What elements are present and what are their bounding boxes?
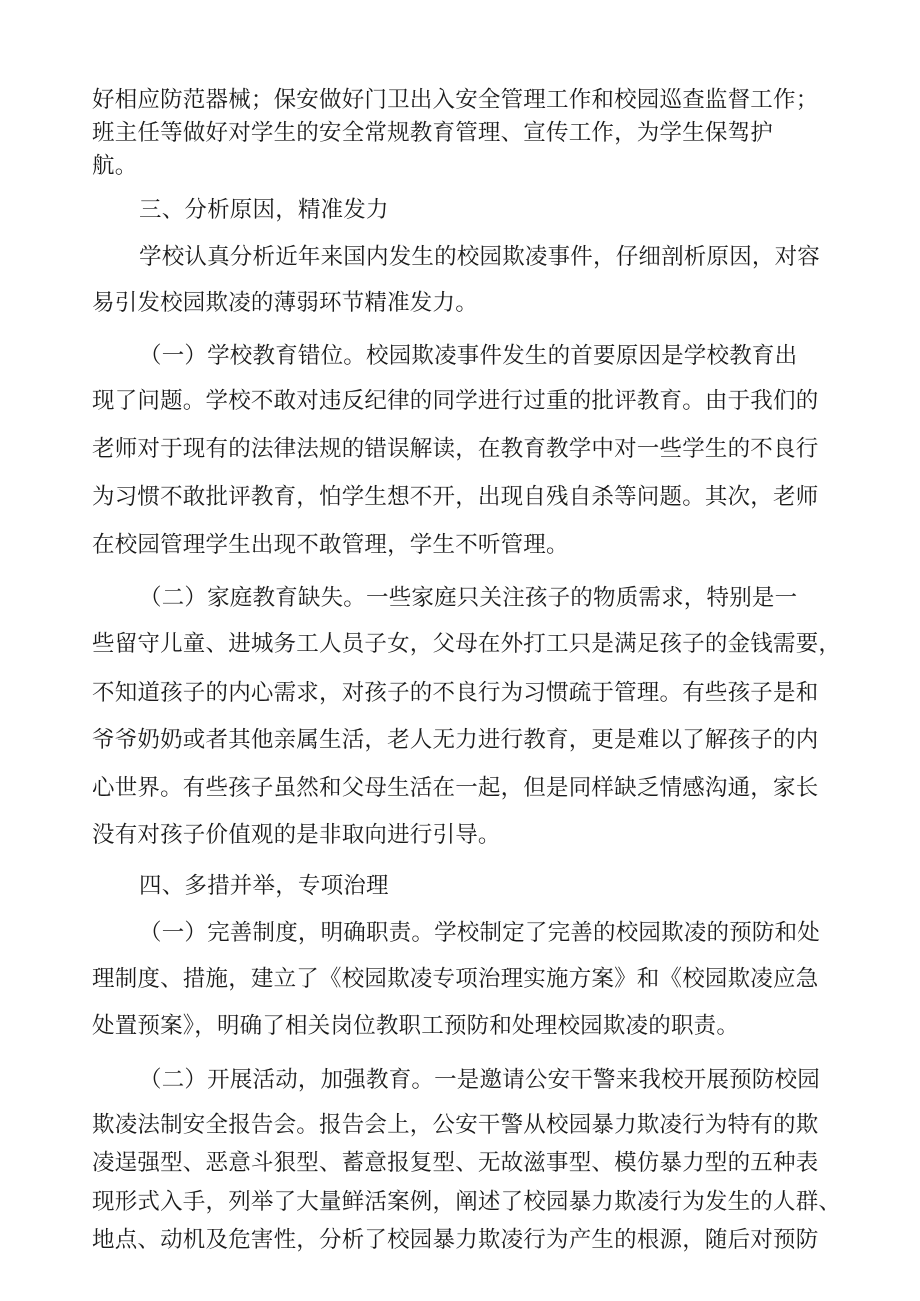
body-text-line: 好相应防范器械；保安做好门卫出入安全管理工作和校园巡查监督工作；	[92, 87, 819, 113]
body-text-line: （二）开展活动，加强教育。一是邀请公安干警来我校开展预防校园	[139, 1067, 821, 1093]
body-text-line: 理制度、措施，建立了《校园欺凌专项治理实施方案》和《校园欺凌应急	[92, 966, 819, 992]
body-text-line: 爷爷奶奶或者其他亲属生活，老人无力进行教育，更是难以了解孩子的内	[92, 727, 819, 753]
body-text-line: 现了问题。学校不敢对违反纪律的同学进行过重的批评教育。由于我们的	[92, 388, 819, 414]
body-text-line: 航。	[92, 153, 138, 179]
body-text-line: 易引发校园欺凌的薄弱环节精准发力。	[92, 290, 478, 316]
body-text-line: （一）学校教育错位。校园欺凌事件发生的首要原因是学校教育出	[139, 343, 798, 369]
body-text-line: （二）家庭教育缺失。一些家庭只关注孩子的物质需求，特别是一	[139, 585, 798, 611]
body-text-line: 凌逞强型、恶意斗狠型、蓄意报复型、无故滋事型、模仿暴力型的五种表	[92, 1150, 819, 1176]
body-text-line: 老师对于现有的法律法规的错误解读，在教育教学中对一些学生的不良行	[92, 436, 819, 462]
body-text-line: 不知道孩子的内心需求，对孩子的不良行为习惯疏于管理。有些孩子是和	[92, 680, 819, 706]
body-text-line: 地点、动机及危害性，分析了校园暴力欺凌行为产生的根源，随后对预防	[92, 1227, 819, 1253]
body-text-line: 现形式入手，列举了大量鲜活案例，阐述了校园暴力欺凌行为发生的人群、	[92, 1189, 842, 1215]
body-text-line: 在校园管理学生出现不敢管理，学生不听管理。	[92, 532, 569, 558]
body-text-line: 学校认真分析近年来国内发生的校园欺凌事件，仔细剖析原因，对容	[139, 244, 821, 270]
body-text-line: 为习惯不敢批评教育，怕学生想不开，出现自残自杀等问题。其次，老师	[92, 484, 819, 510]
body-text-line: 处置预案》，明确了相关岗位教职工预防和处理校园欺凌的职责。	[92, 1013, 740, 1039]
body-text-line: 些留守儿童、进城务工人员子女，父母在外打工只是满足孩子的金钱需要，	[92, 631, 842, 657]
section-heading-3: 三、分析原因，精准发力	[139, 197, 389, 223]
section-heading-4: 四、多措并举，专项治理	[139, 873, 389, 899]
body-text-line: 心世界。有些孩子虽然和父母生活在一起，但是同样缺乏情感沟通，家长	[92, 775, 819, 801]
body-text-line: （一）完善制度，明确职责。学校制定了完善的校园欺凌的预防和处	[139, 920, 821, 946]
body-text-line: 班主任等做好对学生的安全常规教育管理、宣传工作，为学生保驾护	[92, 120, 774, 146]
body-text-line: 没有对孩子价值观的是非取向进行引导。	[92, 822, 501, 848]
body-text-line: 欺凌法制安全报告会。报告会上，公安干警从校园暴力欺凌行为特有的欺	[92, 1112, 819, 1138]
